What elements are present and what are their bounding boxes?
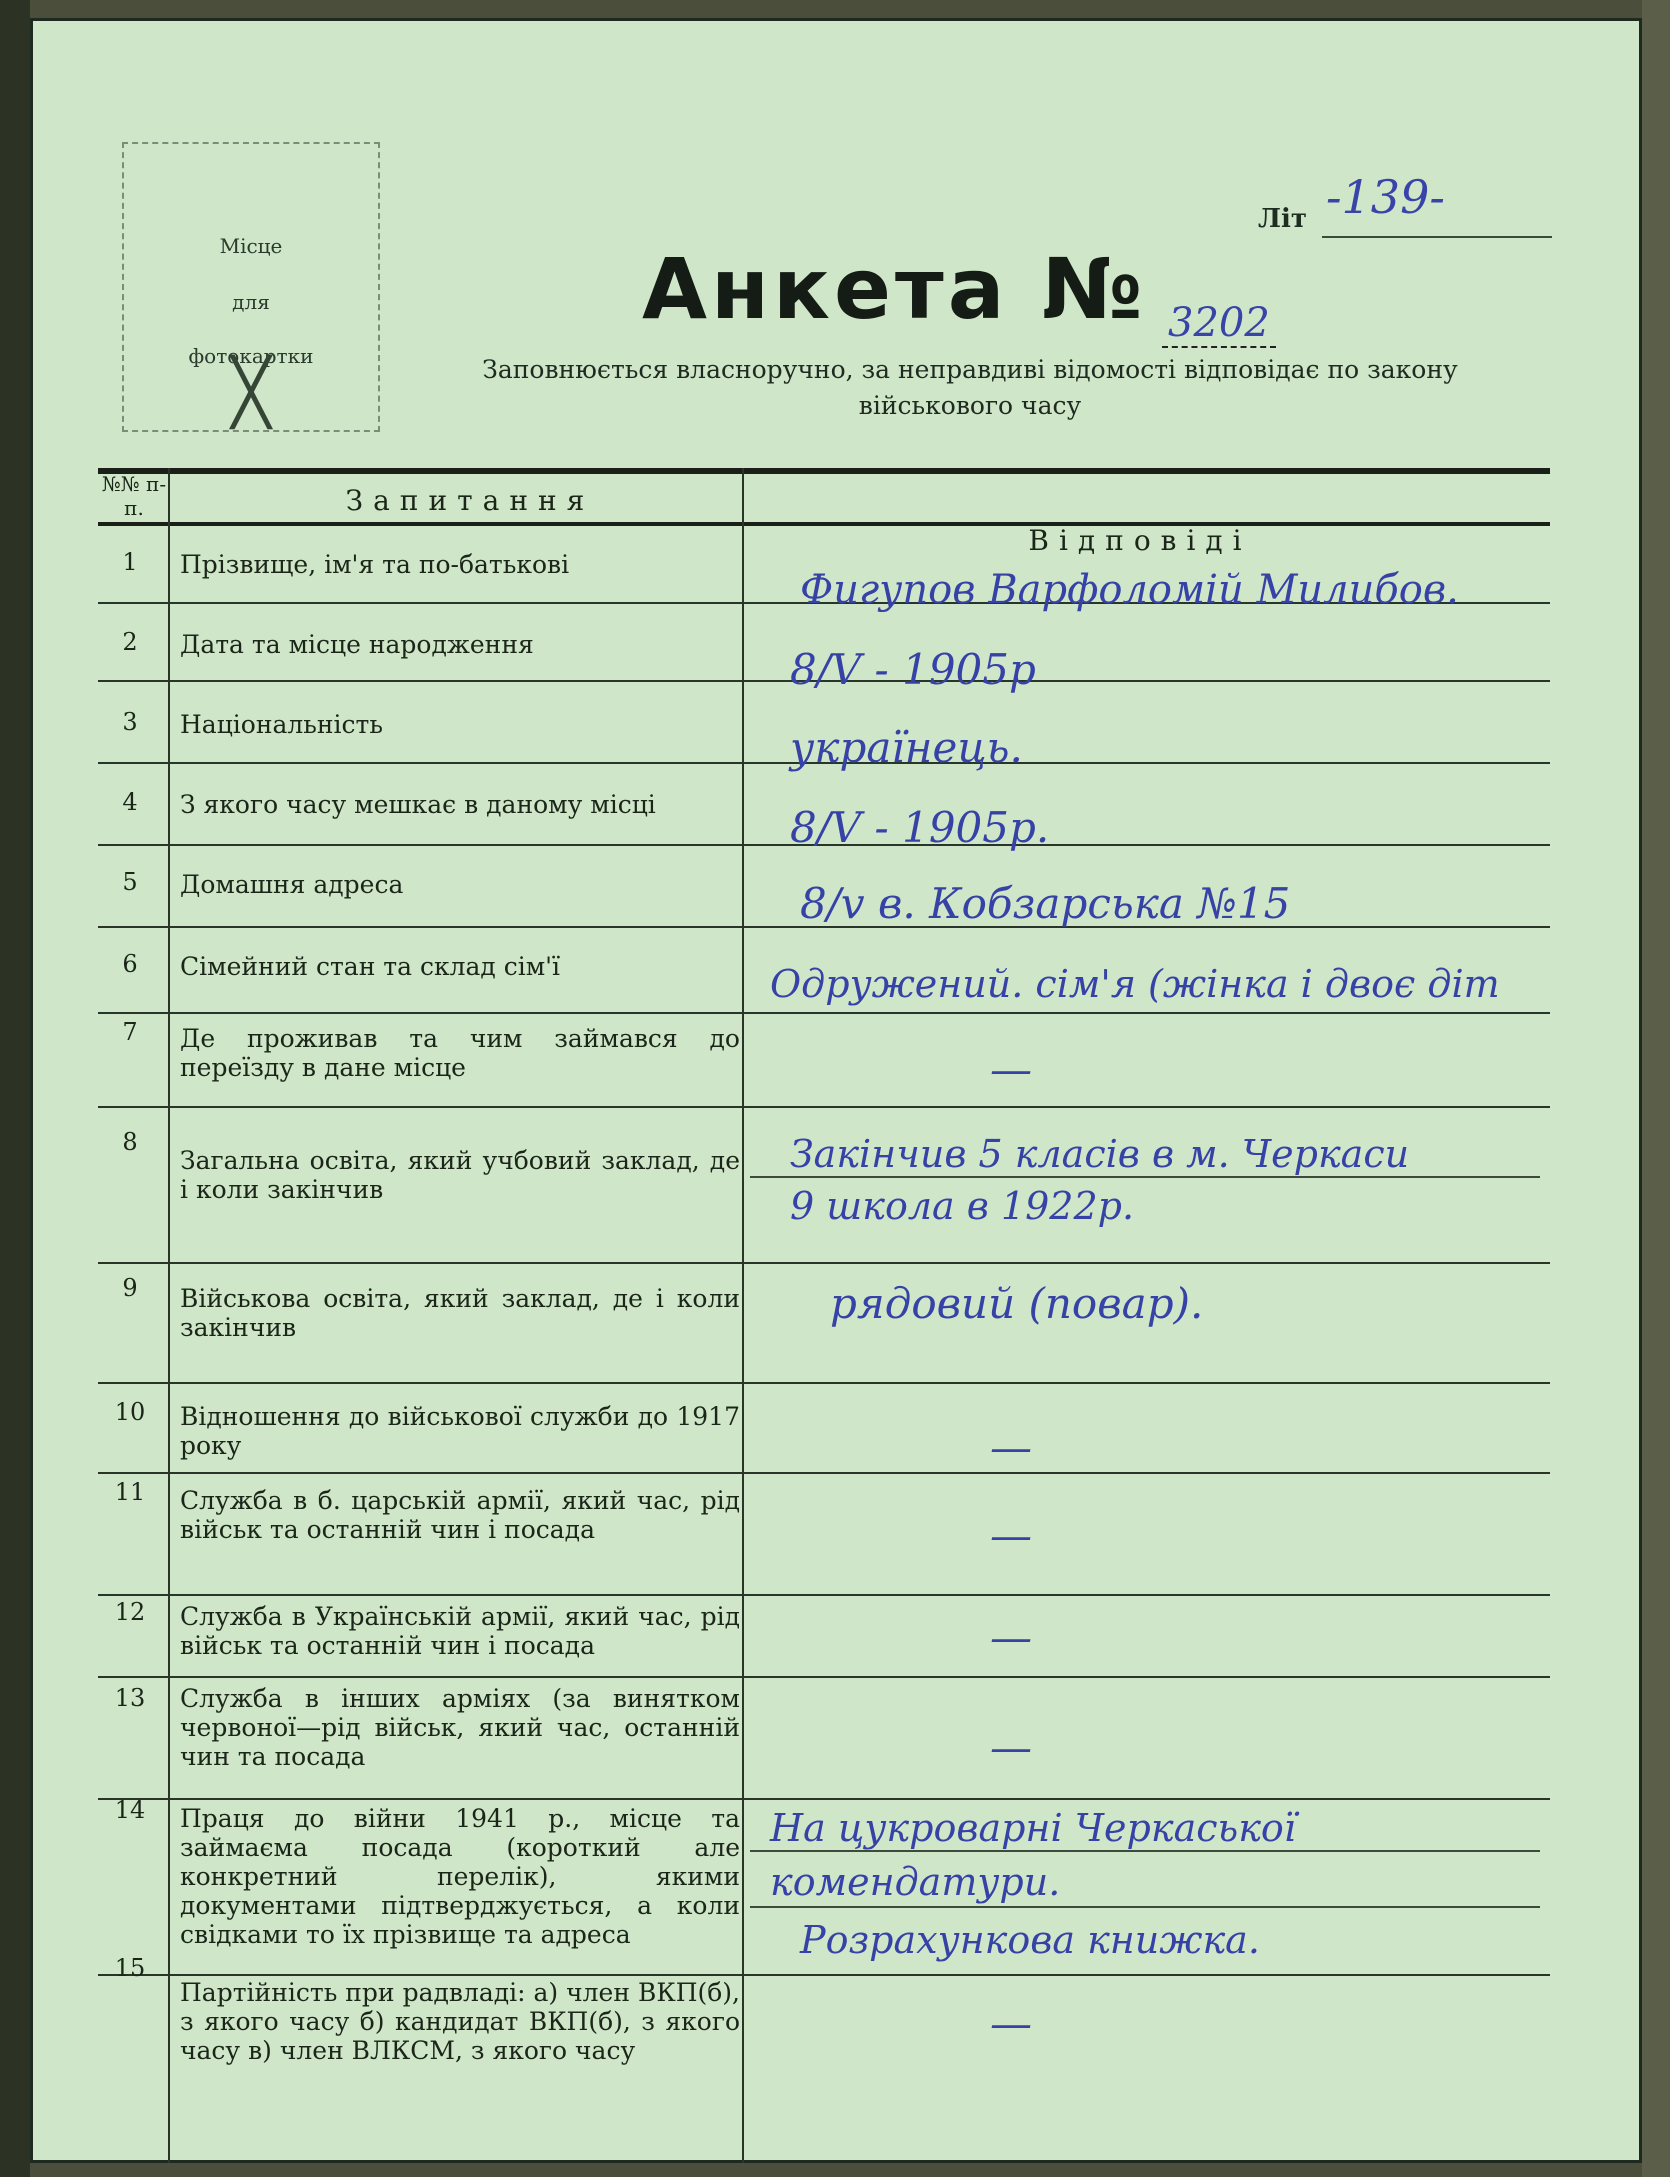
page-title: Анкета № [642, 240, 1147, 338]
book-spine [0, 0, 30, 2177]
answer-text-line3: Розрахункова книжка. [800, 1918, 1260, 1962]
question-text: Служба в інших арміях (за винятком червоної—рід військ, який час, останній чин та посада [180, 1684, 740, 1771]
answer-rule [750, 1176, 1540, 1178]
answer-text: Закінчив 5 класів в м. Черкаси [790, 1132, 1410, 1176]
page-edges [1642, 0, 1670, 2177]
answer-text: — [990, 1045, 1032, 1094]
row-number: 7 [122, 1018, 138, 1046]
row-number: 1 [122, 548, 138, 576]
answer-text: 8/V - 1905р. [790, 803, 1050, 852]
photo-label-1: Місце [219, 234, 283, 258]
lit-underline [1322, 236, 1552, 238]
header-questions: Запитання [345, 484, 595, 517]
row-number: 13 [114, 1684, 146, 1712]
answer-text-line2: комендатури. [770, 1860, 1061, 1904]
question-text: Служба в Українській армії, який час, рід військ та останній чин і посада [180, 1602, 740, 1660]
row-number: 15 [114, 1954, 146, 1982]
lit-label: Літ [1258, 204, 1307, 234]
answer-text: рядовий (повар). [830, 1279, 1204, 1328]
form-number: 3202 [1162, 300, 1276, 348]
instruction-note: Заповнюється власноручно, за неправдиві відомості відповідає по закону військового часу [482, 355, 1458, 420]
answer-rule [750, 1906, 1540, 1908]
header-answers: Відповіді [1028, 524, 1252, 557]
answer-text: 8/v в. Кобзарська №15 [800, 879, 1291, 928]
photo-label-2: для [232, 290, 270, 314]
question-text: Сімейний стан та склад сім'ї [180, 952, 561, 981]
answer-text: На цукроварні Черкаської [770, 1806, 1296, 1850]
question-text: Загальна освіта, який учбовий заклад, де і коли закінчив [180, 1146, 740, 1204]
question-text: Військова освіта, який заклад, де і коли закінчив [180, 1284, 740, 1342]
answer-text: — [990, 1423, 1032, 1472]
question-text: Праця до війни 1941 р., місце та займаєма посада (короткий але конкретний перелік), якими документами підтверджується, а коли свідками то їх прізвище та адреса [180, 1804, 740, 1949]
row-number: 8 [122, 1128, 138, 1156]
row-number: 5 [122, 868, 138, 896]
header-top-rule [98, 468, 1550, 474]
row-number: 11 [114, 1478, 146, 1506]
lit-value: -139- [1326, 170, 1445, 224]
answer-text: — [990, 1613, 1032, 1662]
row-number: 12 [114, 1598, 146, 1626]
question-text: З якого часу мешкає в даному місці [180, 790, 656, 819]
cross-mark: ╳ [231, 356, 271, 430]
row-number: 6 [122, 950, 138, 978]
questionnaire-page [30, 18, 1642, 2163]
row-number: 14 [114, 1796, 146, 1824]
answer-text: Фигупов Варфоломій Милибов. [800, 567, 1459, 613]
question-text: Домашня адреса [180, 870, 404, 899]
row-number: 9 [122, 1274, 138, 1302]
row-number: 3 [122, 708, 138, 736]
row-number: 10 [114, 1398, 146, 1426]
question-text: Партійність при радвладі: а) член ВКП(б), з якого часу б) кандидат ВКП(б), з якого часу в) член ВЛКСМ, з якого часу [180, 1978, 740, 2065]
answer-text: — [990, 1999, 1032, 2048]
question-text: Відношення до військової служби до 1917 року [180, 1402, 740, 1460]
answer-text: — [990, 1511, 1032, 1560]
answer-text: Одружений. сім'я (жінка і двоє діт [770, 962, 1500, 1006]
row-number: 4 [122, 788, 138, 816]
answer-text: 8/V - 1905р [790, 645, 1036, 694]
question-text: Прізвище, ім'я та по-батькові [180, 550, 570, 579]
header-number: №№ п-п. [101, 472, 167, 520]
question-text: Служба в б. царській армії, який час, рід військ та останній чин і посада [180, 1486, 740, 1544]
answer-text: українець. [790, 723, 1023, 772]
answer-text-line2: 9 школа в 1922р. [790, 1184, 1135, 1228]
answer-rule [750, 1850, 1540, 1852]
answer-text: — [990, 1723, 1032, 1772]
photo-label-3: фотокартки [188, 344, 314, 368]
row-number: 2 [122, 628, 138, 656]
photo-placeholder [122, 142, 380, 432]
question-text: Національність [180, 710, 383, 739]
question-text: Дата та місце народження [180, 630, 534, 659]
question-text: Де проживав та чим займався до переїзду в дане місце [180, 1024, 740, 1082]
